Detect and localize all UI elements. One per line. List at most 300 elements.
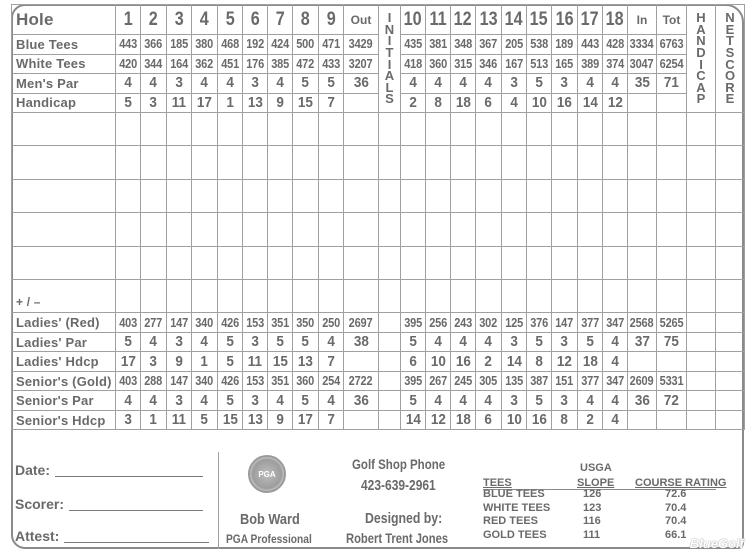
- score-entry-cell[interactable]: [578, 113, 603, 146]
- value-text: 350: [296, 315, 315, 330]
- score-entry-cell[interactable]: [319, 113, 344, 146]
- score-entry-cell[interactable]: [657, 179, 687, 212]
- score-entry-cell[interactable]: [167, 279, 192, 312]
- hole-number-text: 14: [505, 8, 523, 30]
- score-entry-cell[interactable]: [552, 246, 578, 279]
- hole-number: [401, 5, 426, 35]
- value-text: 5: [535, 333, 543, 351]
- score-entry-cell[interactable]: [319, 279, 344, 312]
- score-entry-cell[interactable]: [319, 213, 344, 246]
- value-cell: [268, 352, 293, 372]
- score-entry-cell[interactable]: [527, 146, 552, 179]
- score-entry-cell[interactable]: [319, 146, 344, 179]
- score-entry-cell[interactable]: [451, 113, 476, 146]
- value-text: 16: [455, 352, 471, 370]
- score-entry-cell[interactable]: [268, 113, 293, 146]
- score-entry-cell[interactable]: [243, 113, 268, 146]
- score-entry-cell[interactable]: [603, 246, 628, 279]
- score-entry-cell[interactable]: [502, 213, 527, 246]
- score-entry-cell[interactable]: [167, 213, 192, 246]
- value-cell: [344, 352, 379, 372]
- shop-phone-label: Golf Shop Phone: [352, 456, 446, 472]
- handicap-cell[interactable]: [687, 371, 716, 391]
- value-text: 12: [430, 411, 446, 429]
- score-entry-cell[interactable]: [344, 113, 379, 146]
- hole-number-text: 4: [199, 8, 209, 30]
- score-entry-cell[interactable]: [502, 246, 527, 279]
- score-entry-cell[interactable]: [578, 213, 603, 246]
- score-entry-cell[interactable]: [218, 179, 243, 212]
- player-name-cell[interactable]: [12, 213, 116, 246]
- handicap-cell[interactable]: [687, 410, 716, 430]
- row-label: Blue Tees: [12, 35, 116, 55]
- score-entry-cell[interactable]: [628, 146, 657, 179]
- score-entry-cell[interactable]: [657, 246, 687, 279]
- value-cell: [344, 410, 379, 430]
- value-text: 395: [404, 374, 422, 389]
- score-entry-cell[interactable]: [578, 179, 603, 212]
- score-entry-cell[interactable]: [218, 113, 243, 146]
- score-entry-cell[interactable]: [476, 213, 502, 246]
- score-entry-cell[interactable]: [243, 213, 268, 246]
- score-entry-cell[interactable]: [401, 113, 426, 146]
- score-entry-cell[interactable]: [603, 213, 628, 246]
- score-entry-cell[interactable]: [476, 279, 502, 312]
- score-entry-cell[interactable]: [218, 279, 243, 312]
- value-cell: [293, 391, 319, 411]
- score-entry-cell[interactable]: [141, 179, 167, 212]
- score-entry-cell[interactable]: [527, 179, 552, 212]
- slope-header: SLOPE: [577, 477, 615, 489]
- score-entry-cell[interactable]: [578, 146, 603, 179]
- score-entry-cell[interactable]: [426, 246, 451, 279]
- value-cell: [268, 93, 293, 113]
- score-entry-cell[interactable]: [476, 179, 502, 212]
- value-cell: [192, 35, 218, 55]
- score-entry-cell[interactable]: [603, 179, 628, 212]
- score-entry-cell[interactable]: [192, 213, 218, 246]
- value-cell: [319, 74, 344, 94]
- score-entry-cell[interactable]: [116, 213, 141, 246]
- value-cell: [319, 35, 344, 55]
- value-cell: [476, 371, 502, 391]
- value-text: 10: [506, 411, 522, 429]
- value-text: 9: [175, 352, 183, 370]
- netscore-cell[interactable]: [716, 371, 745, 391]
- score-entry-cell[interactable]: [451, 213, 476, 246]
- value-cell: [344, 74, 379, 94]
- value-cell: [319, 371, 344, 391]
- value-cell: [243, 54, 268, 74]
- score-entry-cell[interactable]: [687, 113, 716, 146]
- score-entry-cell[interactable]: [657, 146, 687, 179]
- value-text: 164: [170, 56, 188, 71]
- value-cell: [426, 332, 451, 352]
- score-entry-cell[interactable]: [268, 213, 293, 246]
- score-entry-cell[interactable]: [657, 279, 687, 312]
- value-cell: [167, 391, 192, 411]
- value-cell: [527, 410, 552, 430]
- score-entry-cell[interactable]: [344, 279, 379, 312]
- score-entry-cell[interactable]: [476, 113, 502, 146]
- value-cell: [603, 313, 628, 333]
- value-text: 4: [124, 391, 132, 409]
- score-entry-cell[interactable]: [657, 113, 687, 146]
- value-text: 8: [434, 93, 442, 111]
- value-cell: [192, 391, 218, 411]
- value-text: 4: [459, 391, 467, 409]
- score-entry-cell[interactable]: [687, 146, 716, 179]
- score-entry-cell[interactable]: [426, 113, 451, 146]
- value-cell: [167, 313, 192, 333]
- score-entry-cell[interactable]: [141, 213, 167, 246]
- score-entry-cell[interactable]: [716, 179, 745, 212]
- value-text: 3207: [349, 56, 373, 71]
- score-entry-cell[interactable]: [603, 146, 628, 179]
- score-entry-cell[interactable]: [167, 146, 192, 179]
- value-text: 420: [119, 56, 137, 71]
- value-text: 538: [530, 37, 548, 52]
- value-cell: [218, 410, 243, 430]
- yardage-row: [12, 35, 745, 55]
- score-entry-cell[interactable]: [192, 279, 218, 312]
- scorer-field[interactable]: [15, 496, 203, 512]
- score-entry-cell[interactable]: [401, 213, 426, 246]
- value-cell: [628, 93, 657, 113]
- value-cell: [293, 332, 319, 352]
- score-entry-cell[interactable]: [628, 279, 657, 312]
- score-entry-cell[interactable]: [502, 146, 527, 179]
- value-text: 71: [663, 74, 680, 92]
- value-text: 37: [634, 333, 650, 351]
- score-entry-cell[interactable]: [167, 246, 192, 279]
- score-entry-cell[interactable]: [687, 213, 716, 246]
- value-cell: [293, 54, 319, 74]
- score-entry-cell[interactable]: [552, 179, 578, 212]
- score-entry-cell[interactable]: [603, 113, 628, 146]
- score-entry-cell[interactable]: [293, 113, 319, 146]
- score-entry-cell[interactable]: [319, 179, 344, 212]
- score-entry-cell[interactable]: [426, 279, 451, 312]
- netscore-cell[interactable]: [716, 391, 745, 411]
- value-cell: [319, 352, 344, 372]
- score-entry-cell[interactable]: [628, 179, 657, 212]
- score-entry-cell[interactable]: [451, 146, 476, 179]
- initials-cell[interactable]: [379, 391, 401, 411]
- score-entry-cell[interactable]: [141, 246, 167, 279]
- handicap-cell[interactable]: [687, 352, 716, 372]
- netscore-cell[interactable]: [716, 410, 745, 430]
- bluegolf-watermark: BlueGolf: [689, 536, 744, 551]
- score-entry-cell[interactable]: [502, 113, 527, 146]
- value-text: 3: [175, 74, 183, 92]
- score-entry-cell[interactable]: [401, 146, 426, 179]
- value-text: 18: [455, 411, 471, 429]
- value-cell: [141, 391, 167, 411]
- value-cell: [192, 313, 218, 333]
- score-entry-cell[interactable]: [603, 279, 628, 312]
- value-cell: [192, 93, 218, 113]
- score-entry-cell[interactable]: [141, 146, 167, 179]
- value-cell: [603, 93, 628, 113]
- value-text: 403: [119, 315, 137, 330]
- score-entry-cell[interactable]: [379, 146, 401, 179]
- initials-cell[interactable]: [379, 371, 401, 391]
- player-name-cell[interactable]: [12, 146, 116, 179]
- score-entry-cell[interactable]: [426, 213, 451, 246]
- netscore-cell[interactable]: [716, 313, 745, 333]
- value-cell: [628, 74, 657, 94]
- value-cell: [603, 371, 628, 391]
- yardage-row: [12, 313, 745, 333]
- score-entry-cell[interactable]: [476, 246, 502, 279]
- score-entry-cell[interactable]: [716, 113, 745, 146]
- score-entry-cell[interactable]: [243, 279, 268, 312]
- designed-by-label: Designed by:: [365, 510, 443, 527]
- score-entry-cell[interactable]: [552, 146, 578, 179]
- score-entry-cell[interactable]: [502, 179, 527, 212]
- pro-name: Bob Ward: [240, 511, 300, 528]
- score-entry-cell[interactable]: [379, 246, 401, 279]
- hole-number: [476, 5, 502, 35]
- value-text: 3: [251, 391, 259, 409]
- initials-cell[interactable]: [379, 313, 401, 333]
- score-entry-cell[interactable]: [192, 179, 218, 212]
- value-cell: [116, 313, 141, 333]
- value-cell: [502, 391, 527, 411]
- score-entry-cell[interactable]: [401, 279, 426, 312]
- value-text: 277: [144, 315, 163, 330]
- score-entry-cell[interactable]: [268, 146, 293, 179]
- value-cell: [167, 35, 192, 55]
- score-entry-cell[interactable]: [716, 213, 745, 246]
- score-entry-cell[interactable]: [687, 179, 716, 212]
- score-entry-cell[interactable]: [344, 179, 379, 212]
- value-cell: [319, 332, 344, 352]
- score-entry-cell[interactable]: [628, 213, 657, 246]
- value-text: 1: [226, 93, 234, 111]
- handicap-cell[interactable]: [687, 391, 716, 411]
- score-entry-cell[interactable]: [243, 246, 268, 279]
- score-entry-cell[interactable]: [578, 246, 603, 279]
- handicap-cell[interactable]: [687, 313, 716, 333]
- score-entry-cell[interactable]: [319, 246, 344, 279]
- score-entry-cell[interactable]: [552, 213, 578, 246]
- value-text: 500: [296, 37, 315, 52]
- value-text: 387: [530, 374, 548, 389]
- score-entry-cell[interactable]: [527, 246, 552, 279]
- value-text: 135: [505, 374, 523, 389]
- score-entry-cell[interactable]: [476, 146, 502, 179]
- score-entry-cell[interactable]: [293, 279, 319, 312]
- value-cell: [552, 35, 578, 55]
- score-entry-cell[interactable]: [527, 279, 552, 312]
- score-entry-cell[interactable]: [578, 279, 603, 312]
- value-text: 5265: [659, 315, 684, 330]
- score-entry-cell[interactable]: [141, 279, 167, 312]
- value-text: 176: [246, 56, 264, 71]
- value-cell: [268, 391, 293, 411]
- player-name-cell[interactable]: [12, 246, 116, 279]
- score-entry-cell[interactable]: [192, 246, 218, 279]
- value-text: 340: [195, 315, 214, 330]
- value-text: 7: [327, 93, 335, 111]
- value-cell: [141, 54, 167, 74]
- score-entry-cell[interactable]: [293, 246, 319, 279]
- value-cell: [192, 332, 218, 352]
- score-entry-cell[interactable]: [716, 246, 745, 279]
- hole-number: [116, 5, 141, 35]
- value-cell: [451, 332, 476, 352]
- value-cell: [502, 93, 527, 113]
- value-text: 2: [484, 352, 493, 370]
- value-text: 403: [119, 374, 137, 389]
- score-entry-cell[interactable]: [218, 246, 243, 279]
- score-entry-cell[interactable]: [716, 146, 745, 179]
- score-entry-cell[interactable]: [527, 213, 552, 246]
- score-entry-cell[interactable]: [268, 246, 293, 279]
- value-cell: [192, 371, 218, 391]
- score-entry-cell[interactable]: [192, 113, 218, 146]
- netscore-cell[interactable]: [716, 332, 745, 352]
- score-entry-cell[interactable]: [218, 146, 243, 179]
- value-text: 8: [560, 411, 569, 429]
- value-text: 3: [510, 333, 518, 351]
- handicap-cell[interactable]: [687, 332, 716, 352]
- score-entry-cell[interactable]: [218, 213, 243, 246]
- value-text: 2609: [630, 374, 654, 389]
- score-entry-cell[interactable]: [716, 279, 745, 312]
- score-entry-cell[interactable]: [451, 179, 476, 212]
- score-entry-cell[interactable]: [401, 179, 426, 212]
- score-entry-cell[interactable]: [657, 213, 687, 246]
- player-name-cell[interactable]: [12, 113, 116, 146]
- score-entry-cell[interactable]: [344, 146, 379, 179]
- score-entry-cell[interactable]: [379, 179, 401, 212]
- score-entry-cell[interactable]: [192, 146, 218, 179]
- score-entry-cell[interactable]: [552, 279, 578, 312]
- hole-number-text: 5: [225, 8, 235, 30]
- value-cell: [167, 332, 192, 352]
- value-cell: [401, 313, 426, 333]
- score-entry-cell[interactable]: [451, 246, 476, 279]
- score-entry-cell[interactable]: [344, 246, 379, 279]
- initials-cell[interactable]: [379, 352, 401, 372]
- score-entry-cell[interactable]: [401, 246, 426, 279]
- netscore-cell[interactable]: [716, 352, 745, 372]
- usga-header: USGA: [580, 462, 612, 474]
- row-label: Men's Par: [12, 74, 116, 94]
- score-entry-cell[interactable]: [552, 113, 578, 146]
- score-entry-cell[interactable]: [243, 146, 268, 179]
- value-text: 11: [171, 93, 187, 111]
- initials-cell[interactable]: [379, 332, 401, 352]
- score-entry-cell[interactable]: [268, 279, 293, 312]
- score-entry-cell[interactable]: [293, 179, 319, 212]
- value-text: 3: [175, 391, 183, 409]
- value-text: 426: [221, 315, 239, 330]
- value-cell: [243, 313, 268, 333]
- initials-cell[interactable]: [379, 410, 401, 430]
- score-entry-cell[interactable]: [502, 279, 527, 312]
- value-cell: [218, 332, 243, 352]
- score-entry-cell[interactable]: [293, 213, 319, 246]
- value-cell: [218, 371, 243, 391]
- score-entry-cell[interactable]: [379, 113, 401, 146]
- signature-section: [11, 452, 219, 549]
- yardage-row: [12, 332, 745, 352]
- value-cell: [657, 410, 687, 430]
- score-entry-cell[interactable]: [451, 279, 476, 312]
- score-entry-cell[interactable]: [293, 146, 319, 179]
- value-cell: [243, 332, 268, 352]
- score-entry-cell[interactable]: [116, 246, 141, 279]
- score-entry-cell[interactable]: [379, 279, 401, 312]
- hole-number: [243, 5, 268, 35]
- hole-number-text: 10: [404, 8, 422, 30]
- value-cell: [628, 391, 657, 411]
- score-entry-cell[interactable]: [379, 213, 401, 246]
- value-text: 4: [409, 74, 417, 92]
- score-entry-cell[interactable]: [426, 179, 451, 212]
- score-entry-cell[interactable]: [167, 179, 192, 212]
- attest-line: [64, 542, 209, 543]
- score-entry-cell[interactable]: [527, 113, 552, 146]
- attest-field[interactable]: [15, 528, 209, 544]
- player-name-cell[interactable]: [12, 179, 116, 212]
- score-entry-cell[interactable]: [628, 246, 657, 279]
- score-entry-cell[interactable]: [268, 179, 293, 212]
- tees-header: TEES: [483, 477, 512, 489]
- score-entry-cell[interactable]: [116, 179, 141, 212]
- value-text: 4: [484, 333, 493, 351]
- value-text: 3: [560, 333, 569, 351]
- value-text: 443: [581, 37, 599, 52]
- hole-label: Hole: [12, 5, 116, 35]
- value-text: 75: [663, 333, 680, 351]
- value-text: 245: [454, 374, 472, 389]
- value-cell: [426, 410, 451, 430]
- score-entry-cell[interactable]: [116, 279, 141, 312]
- value-cell: [527, 35, 552, 55]
- value-cell: [319, 410, 344, 430]
- value-text: 2: [409, 93, 417, 111]
- value-text: 17: [120, 352, 136, 370]
- value-cell: [552, 74, 578, 94]
- tee-course-rating: 72.6: [665, 488, 687, 500]
- value-text: 4: [611, 74, 619, 92]
- score-entry-cell[interactable]: [116, 146, 141, 179]
- tee-slope: 126: [583, 488, 602, 500]
- value-cell: [319, 54, 344, 74]
- score-entry-cell[interactable]: [141, 113, 167, 146]
- score-entry-cell[interactable]: [116, 113, 141, 146]
- score-entry-cell[interactable]: [426, 146, 451, 179]
- score-entry-cell[interactable]: [628, 113, 657, 146]
- value-text: 11: [171, 411, 187, 429]
- score-entry-cell[interactable]: [344, 213, 379, 246]
- score-entry-cell[interactable]: [167, 113, 192, 146]
- value-cell: [268, 313, 293, 333]
- value-text: 4: [124, 74, 132, 92]
- value-cell: [603, 35, 628, 55]
- date-field[interactable]: [15, 462, 203, 478]
- score-entry-cell[interactable]: [243, 179, 268, 212]
- player-name-cell[interactable]: + / –: [12, 279, 116, 312]
- value-cell: [578, 93, 603, 113]
- score-entry-cell[interactable]: [687, 279, 716, 312]
- score-entry-cell[interactable]: [687, 246, 716, 279]
